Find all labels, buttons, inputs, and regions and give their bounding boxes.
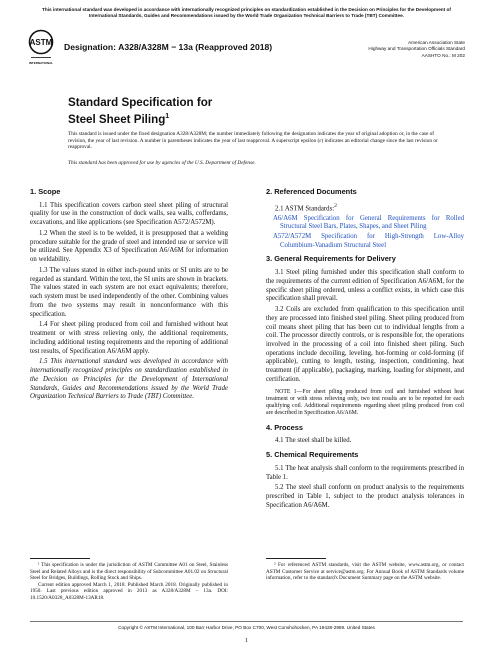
astm-standards-label (266, 202, 464, 214)
title-text: Steel Sheet Piling (68, 112, 166, 126)
designation: Designation: A328/A328M − 13a (Reapproved 2018) (64, 42, 273, 52)
astm-standards-footnote: 2 (334, 202, 337, 209)
astm-logo (28, 29, 54, 69)
aashto-line: Highway and Transportation Officials Standard (368, 46, 465, 52)
astm-standards-text: 2.1 ASTM Standards: (275, 204, 335, 212)
page-number: 1 (244, 637, 249, 644)
document-title (68, 96, 212, 127)
issued-note: This standard is issued under the fixed designation A328/A328M; the number immediately following the designation indicates the year of original adoption or, in the case of revision, the year of last revision. A number in parentheses indicates the year of last reapproval. A superscript epsilon (ε) indicates an editorial change since the last revision or reapproval. (68, 131, 438, 151)
section-heading-process: 4. Process (266, 422, 303, 432)
note-1: NOTE 1—For sheet piling produced from coil and furnished without heat treatment or with stress relieving only, two test results are to be reported for each qualifying coil. Additional requirements regarding sheet piling produced from coil are described in Specification A6/A6M. (266, 388, 464, 417)
section-heading-general-requirements: 3. General Requirements for Delivery (266, 254, 396, 264)
paragraph-3-2: 3.2 Coils are excluded from qualification to this specification until they are processed into finished steel piling. Sheet piling produced from coil means sheet piling that has been cut to individual lengths from a coil. The processor directly controls, or is responsible for, the operations involved in the processing of a coil into finished sheet piling. Such operations include decoiling, leveling, hot-forming or cold-forming (if applicable), cutting to length, testing, inspection, conditioning, heat treatment (if applicable), packaging, marking, loading for shipment, and certification. (266, 306, 464, 383)
svg-text:ASTM: ASTM (29, 38, 53, 47)
top-notice: This international standard was developed in accordance with internationally recognized principles on standardization established in the Decision on Principles for the Development of International Standards, Guides and Recommendations issued by the World Trade Organization Technical Barriers to Trade (TBT) Committee. (42, 7, 451, 18)
paragraph-5-1: 5.1 The heat analysis shall conform to the requirements prescribed in Table 1. (266, 464, 464, 481)
aashto-block (368, 40, 465, 59)
footnote-1 (30, 562, 228, 602)
right-column (266, 183, 464, 513)
left-column (30, 183, 228, 404)
footnote-rule (266, 558, 326, 559)
paragraph-1-4: 1.4 For sheet piling produced from coil and furnished without heat treatment or with stress relieving only, the additional requirements, including additional testing requirements and the reporting of additional test results, of Specification A6/A6M apply. (30, 321, 228, 355)
footnote-1-edition: Current edition approved March 1, 2018. Published March 2018. Originally published in 1950. Last previous edition approved in 2013 as A328/A328M – 13a. DOI: 10.1520/A0328_A0328M-13AR18. (30, 581, 228, 601)
title-line-2 (68, 110, 212, 127)
paragraph-1-1: 1.1 This specification covers carbon steel sheet piling of structural quality for use in the construction of dock walls, sea walls, cofferdams, excavations, and like applications (see Specification A572/A572M). (30, 201, 228, 227)
aashto-line: AASHTO No.: M 202 (421, 52, 465, 58)
reference-link-a572[interactable]: A572/A572M Specification for High-Strength Low-Alloy Columbium-Vanadium Structural Steel (273, 233, 464, 249)
paragraph-3-1: 3.1 Steel piling furnished under this specification shall conform to the requirements of the current edition of Specification A6/A6M, for the specific sheet piling ordered, unless a conflict exists, in which case this specification shall prevail. (266, 269, 464, 303)
paragraph-1-2: 1.2 When the steel is to be welded, it is presupposed that a welding procedure suitable for the grade of steel and intended use or service will be utilized. See Appendix X3 of Specification A6/A6M for information on weldability. (30, 230, 228, 264)
section-heading-scope: 1. Scope (30, 187, 61, 196)
reference-link-a6[interactable]: A6/A6M Specification for General Requirements for Rolled Structural Steel Bars, Plates, Shapes, and Sheet Piling (273, 214, 464, 231)
section-heading-referenced-documents: 2. Referenced Documents (266, 187, 357, 196)
copyright-line: Copyright © ASTM International, 100 Barr Harbor Drive, PO Box C700, West Conshohocken, PA 19428-2959. United States (118, 625, 375, 630)
footer-divider (30, 621, 463, 622)
footnote-rule (30, 558, 90, 559)
svg-text:INTERNATIONAL: INTERNATIONAL (28, 61, 54, 65)
paragraph-1-3: 1.3 The values stated in either inch-pound units or SI units are to be regarded as standard. Within the text, the SI units are shown in brackets. The values stated in each system are not exact equivalents; therefore, each system must be used independently of the other. Combining values from the two systems may result in nonconformance with this specification. (30, 267, 228, 318)
aashto-line: American Association State (407, 40, 465, 45)
section-heading-chemical-requirements: 5. Chemical Requirements (266, 450, 359, 460)
paragraph-1-5: 1.5 This international standard was developed in accordance with internationally recognized principles on standardization established in the Decision on Principles for the Development of International Standards, Guides and Recommendations issued by the World Trade Organization Technical Barriers to Trade (TBT) Committee. (30, 358, 228, 401)
title-line-1: Standard Specification for (68, 96, 213, 109)
paragraph-5-2: 5.2 The steel shall conform on product analysis to the requirements prescribed in Table 1, subject to the product analysis tolerances in Specification A6/A6M. (266, 484, 464, 509)
footnote-1-text: ¹ This specification is under the jurisdiction of ASTM Committee A01 on Steel, Stainless Steel and Related Alloys and is the direct responsibility of Subcommittee A01.02 on Structural Steel for Bridges, Buildings, Rolling Stock and Ships. (30, 562, 228, 582)
paragraph-4-1: 4.1 The steel shall be killed. (275, 437, 352, 445)
approved-note: This standard has been approved for use by agencies of the U.S. Department of Defense. (68, 160, 256, 166)
footnote-2: ² For referenced ASTM standards, visit the ASTM website, www.astm.org, or contact ASTM Customer Service at service@astm.org. For Annual Book of ASTM Standards volume information, refer to the standard's Document Summary page on the ASTM website. (266, 562, 464, 582)
title-footnote-marker: 1 (165, 113, 170, 120)
